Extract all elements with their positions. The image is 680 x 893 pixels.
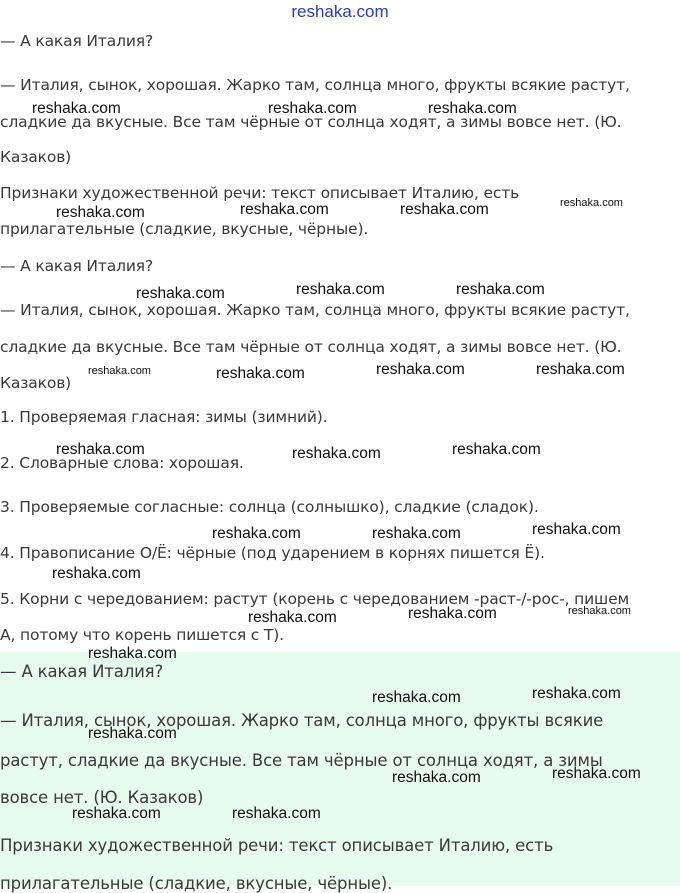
watermark: reshaka.com — [372, 689, 461, 706]
watermark: reshaka.com — [452, 441, 541, 458]
text-line: сладкие да вкусные. Все там чёрные от солнца ходят, а зимы вовсе нет. (Ю. — [0, 338, 622, 356]
text-line: — Италия, сынок, хорошая. Жарко там, солнца много, фрукты всякие растут, — [0, 301, 630, 319]
text-line: прилагательные (сладкие, вкусные, чёрные). — [0, 220, 369, 238]
watermark: reshaka.com — [248, 609, 337, 626]
text-line: сладкие да вкусные. Все там чёрные от солнца ходят, а зимы вовсе нет. (Ю. — [0, 113, 622, 131]
watermark: reshaka.com — [428, 100, 517, 117]
text-line: вовсе нет. (Ю. Казаков) — [0, 788, 204, 807]
watermark: reshaka.com — [268, 100, 357, 117]
text-line: — Италия, сынок, хорошая. Жарко там, солнца много, фрукты всякие — [0, 711, 604, 730]
list-item: 3. Проверяемые согласные: солнца (солнышко), сладкие (сладок). — [0, 498, 539, 516]
text-line: прилагательные (сладкие, вкусные, чёрные). — [0, 874, 393, 893]
watermark: reshaka.com — [376, 361, 465, 378]
text-line: Признаки художественной речи: текст описывает Италию, есть — [0, 184, 520, 202]
watermark: reshaka.com — [32, 100, 121, 117]
watermark: reshaka.com — [552, 765, 641, 782]
watermark: reshaka.com — [232, 805, 321, 822]
text-line: Казаков) — [0, 148, 72, 166]
watermark: reshaka.com — [88, 725, 177, 742]
text-line: Казаков) — [0, 374, 72, 392]
watermark: reshaka.com — [532, 685, 621, 702]
watermark: reshaka.com — [532, 521, 621, 538]
watermark: reshaka.com — [408, 605, 497, 622]
watermark: reshaka.com — [88, 645, 177, 662]
text-line: Признаки художественной речи: текст описывает Италию, есть — [0, 836, 554, 855]
list-item: А, потому что корень пишется с Т). — [0, 626, 284, 644]
list-item: 4. Правописание О/Ё: чёрные (под ударением в корнях пишется Ё). — [0, 544, 545, 562]
watermark: reshaka.com — [560, 197, 623, 209]
text-line: — А какая Италия? — [0, 32, 154, 50]
watermark: reshaka.com — [392, 769, 481, 786]
list-item: 5. Корни с чередованием: растут (корень с чередованием -раст-/-рос-, пишем — [0, 590, 630, 608]
watermark: reshaka.com — [216, 365, 305, 382]
text-line: — Италия, сынок, хорошая. Жарко там, солнца много, фрукты всякие растут, — [0, 76, 630, 94]
watermark: reshaka.com — [240, 201, 329, 218]
watermark: reshaka.com — [212, 525, 301, 542]
text-line: растут, сладкие да вкусные. Все там чёрные от солнца ходят, а зимы — [0, 751, 603, 770]
watermark: reshaka.com — [56, 441, 145, 458]
watermark: reshaka.com — [536, 361, 625, 378]
watermark: reshaka.com — [296, 281, 385, 298]
list-item: 1. Проверяемая гласная: зимы (зимний). — [0, 408, 328, 426]
text-line: — А какая Италия? — [0, 257, 154, 275]
watermark: reshaka.com — [52, 565, 141, 582]
watermark: reshaka.com — [88, 365, 151, 377]
watermark: reshaka.com — [72, 805, 161, 822]
site-header-link[interactable]: reshaka.com — [291, 2, 389, 21]
list-item: 2. Словарные слова: хорошая. — [0, 454, 244, 472]
watermark: reshaka.com — [456, 281, 545, 298]
watermark: reshaka.com — [372, 525, 461, 542]
watermark: reshaka.com — [136, 285, 225, 302]
watermark: reshaka.com — [400, 201, 489, 218]
text-line: — А какая Италия? — [0, 662, 164, 681]
watermark: reshaka.com — [56, 204, 145, 221]
watermark: reshaka.com — [292, 445, 381, 462]
watermark: reshaka.com — [568, 605, 631, 617]
